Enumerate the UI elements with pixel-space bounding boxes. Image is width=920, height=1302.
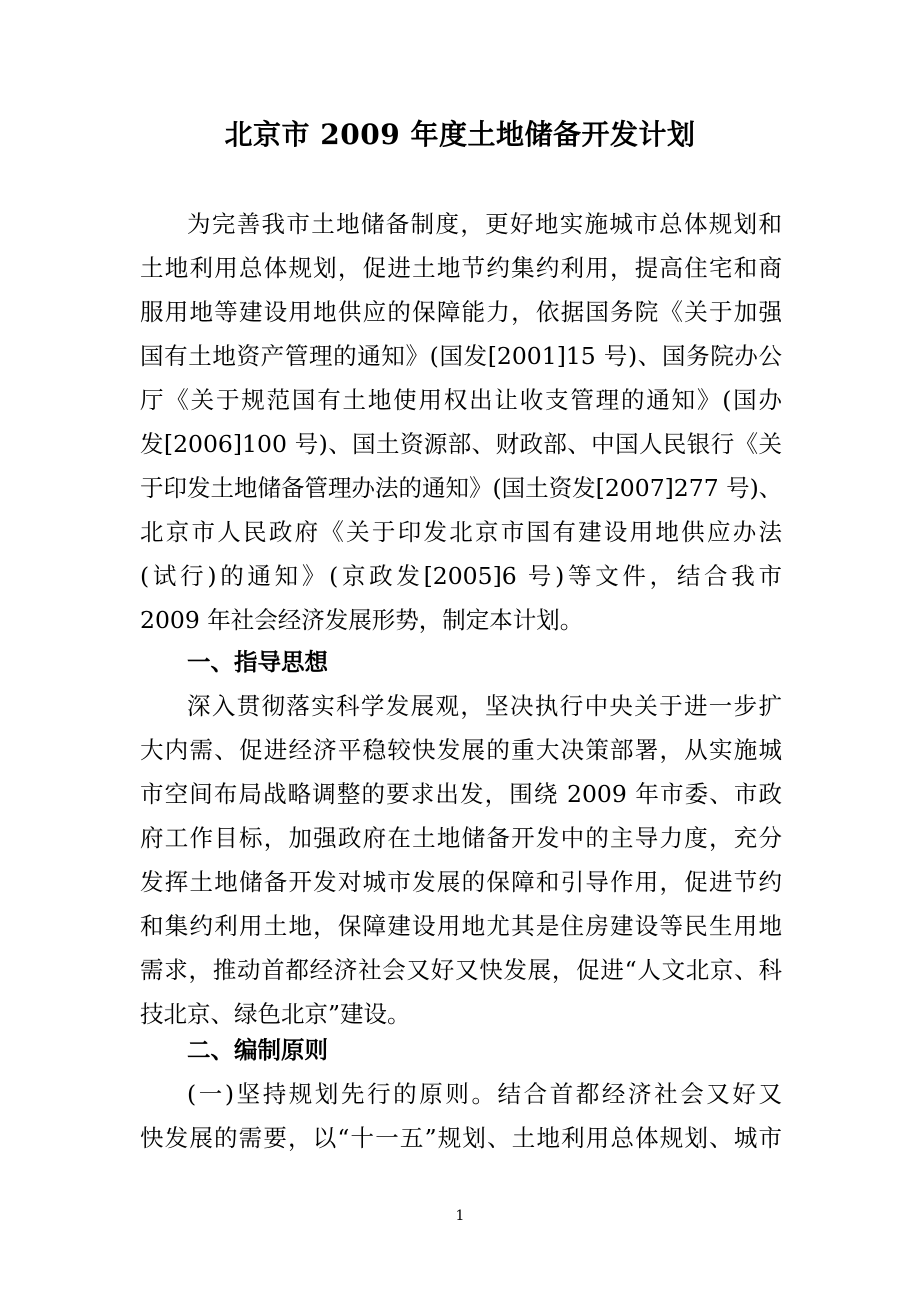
intro-line: 国有土地资产管理的通知》(国发[2001]15 号)、国务院办公	[140, 342, 782, 370]
intro-line: 2009 年社会经济发展形势，制定本计划。	[140, 606, 584, 634]
intro-line: 北京市人民政府《关于印发北京市国有建设用地供应办法	[140, 518, 782, 546]
section1-line: 府工作目标，加强政府在土地储备开发中的主导力度，充分	[140, 824, 782, 852]
intro-line: 为完善我市土地储备制度，更好地实施城市总体规划和	[187, 210, 782, 238]
intro-line: 服用地等建设用地供应的保障能力，依据国务院《关于加强	[140, 298, 782, 326]
intro-line: 于印发土地储备管理办法的通知》(国土资发[2007]277 号)、	[140, 474, 783, 502]
intro-line: 厅《关于规范国有土地使用权出让收支管理的通知》(国办	[140, 386, 782, 414]
intro-line: 土地利用总体规划，促进土地节约集约利用，提高住宅和商	[140, 254, 782, 282]
section1-line: 发挥土地储备开发对城市发展的保障和引导作用，促进节约	[140, 868, 782, 896]
section-heading-guiding-ideology: 一、指导思想	[187, 648, 328, 676]
section-heading-principles: 二、编制原则	[187, 1036, 328, 1064]
page-number: 1	[455, 1208, 465, 1224]
section1-line: 市空间布局战略调整的要求出发，围绕 2009 年市委、市政	[140, 780, 782, 808]
document-title: 北京市 2009 年度土地储备开发计划	[224, 118, 696, 151]
intro-line: (试行)的通知》(京政发[2005]6 号)等文件，结合我市	[140, 562, 782, 590]
section1-line: 大内需、促进经济平稳较快发展的重大决策部署，从实施城	[140, 736, 782, 764]
section1-line: 深入贯彻落实科学发展观，坚决执行中央关于进一步扩	[187, 692, 782, 720]
section2-line: (一)坚持规划先行的原则。结合首都经济社会又好又	[187, 1080, 782, 1108]
section1-line: 需求，推动首都经济社会又好又快发展，促进“人文北京、科	[140, 956, 782, 984]
section2-line: 快发展的需要，以“十一五”规划、土地利用总体规划、城市	[140, 1124, 782, 1152]
section1-line: 技北京、绿色北京”建设。	[140, 1000, 411, 1028]
section1-line: 和集约利用土地，保障建设用地尤其是住房建设等民生用地	[140, 912, 782, 940]
intro-line: 发[2006]100 号)、国土资源部、财政部、中国人民银行《关	[140, 430, 782, 458]
